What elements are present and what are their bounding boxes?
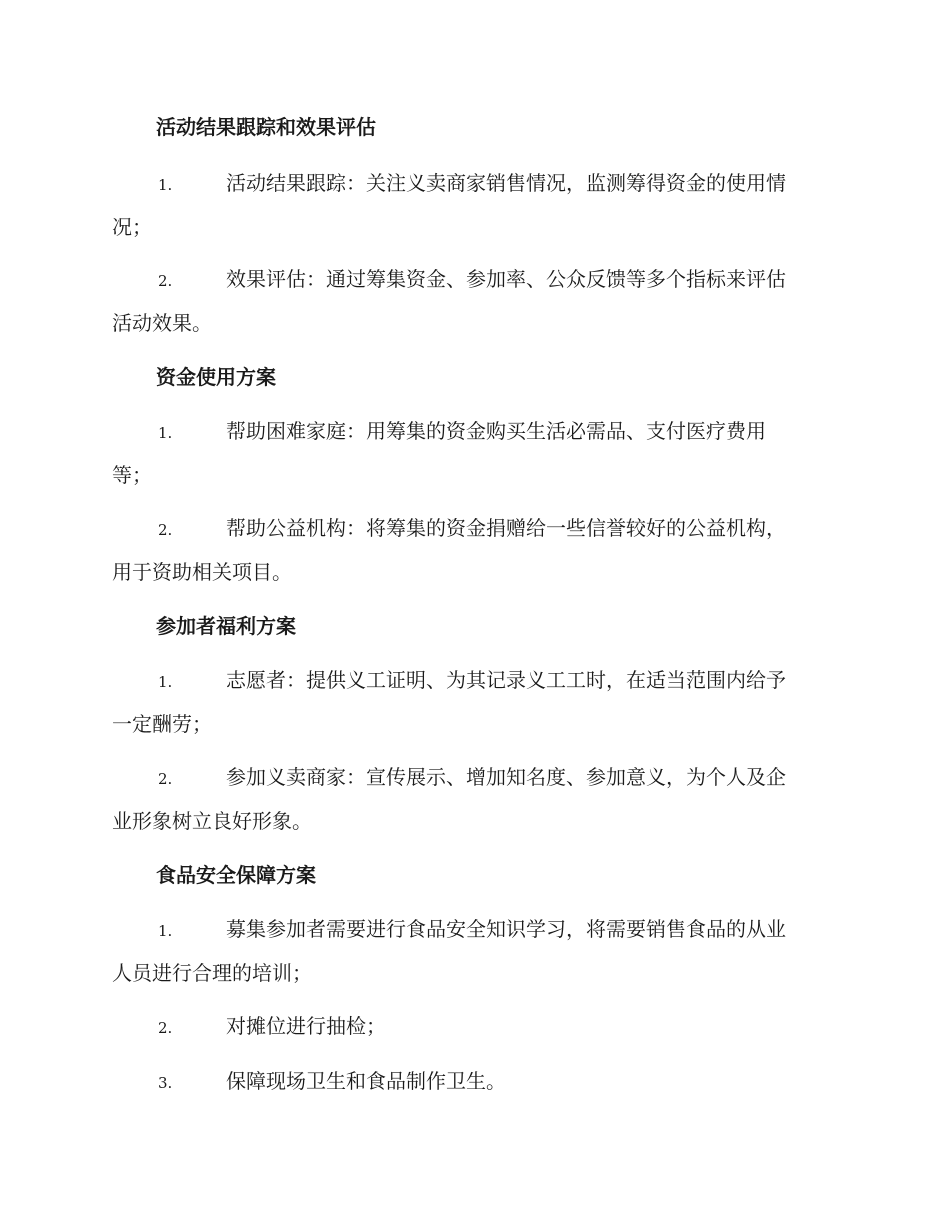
section-heading: 参加者福利方案 — [156, 614, 296, 638]
list-text-continuation: 等； — [112, 463, 152, 487]
list-number: 1. — [158, 176, 173, 194]
list-text-line: 活动结果跟踪：关注义卖商家销售情况，监测筹得资金的使用情 — [226, 171, 786, 195]
list-item — [112, 507, 834, 593]
list-item — [112, 1060, 834, 1104]
section-heading: 活动结果跟踪和效果评估 — [156, 115, 376, 139]
list-text-continuation: 人员进行合理的培训； — [112, 961, 312, 985]
list-text-continuation: 况； — [112, 215, 152, 239]
list-item — [112, 1005, 834, 1049]
list-item — [112, 410, 834, 496]
section-heading: 食品安全保障方案 — [156, 863, 316, 887]
list-text-line: 对摊位进行抽检； — [226, 1014, 386, 1038]
list-text-continuation: 活动效果。 — [112, 311, 212, 335]
list-text-continuation: 一定酬劳； — [112, 712, 212, 736]
list-text-line: 效果评估：通过筹集资金、参加率、公众反馈等多个指标来评估 — [226, 267, 786, 291]
list-text-line: 参加义卖商家：宣传展示、增加知名度、参加意义，为个人及企 — [226, 765, 786, 789]
list-number: 1. — [158, 424, 173, 442]
list-text-line: 帮助公益机构：将筹集的资金捐赠给一些信誉较好的公益机构， — [226, 516, 786, 540]
list-text-line: 保障现场卫生和食品制作卫生。 — [226, 1069, 506, 1093]
list-item — [112, 659, 834, 745]
list-text-continuation: 用于资助相关项目。 — [112, 560, 292, 584]
list-item — [112, 908, 834, 994]
list-number: 2. — [158, 272, 173, 290]
list-text-line: 帮助困难家庭：用筹集的资金购买生活必需品、支付医疗费用 — [226, 419, 766, 443]
list-text-continuation: 业形象树立良好形象。 — [112, 809, 312, 833]
list-number: 2. — [158, 1019, 173, 1037]
list-text-line: 募集参加者需要进行食品安全知识学习，将需要销售食品的从业 — [226, 917, 786, 941]
list-item — [112, 258, 834, 344]
list-text-line: 志愿者：提供义工证明、为其记录义工工时，在适当范围内给予 — [226, 668, 786, 692]
list-item — [112, 756, 834, 842]
list-number: 1. — [158, 922, 173, 940]
list-number: 3. — [158, 1074, 173, 1092]
list-item — [112, 162, 834, 248]
section-heading: 资金使用方案 — [156, 365, 276, 389]
list-number: 1. — [158, 673, 173, 691]
list-number: 2. — [158, 521, 173, 539]
list-number: 2. — [158, 770, 173, 788]
